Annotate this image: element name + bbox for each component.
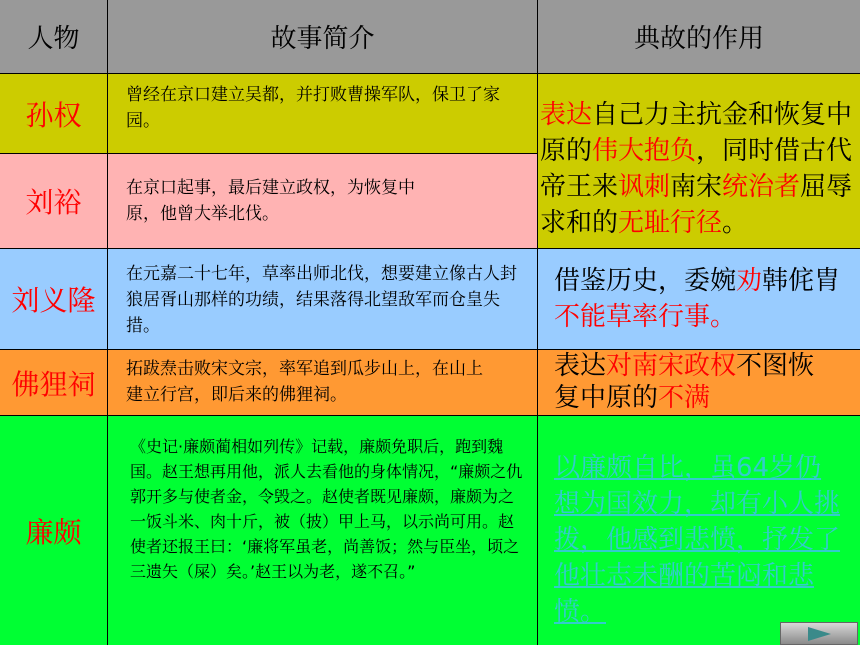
effect3-seg: 表达 (554, 351, 607, 381)
row1-name (0, 74, 107, 153)
next-slide-button[interactable] (780, 622, 858, 645)
effect3-seg: 对南宋政权 (606, 351, 737, 381)
effect3 (538, 350, 860, 415)
effect3-seg: 不满 (658, 383, 711, 413)
row2-name (0, 154, 107, 248)
effect2 (538, 249, 860, 349)
header-effect (538, 0, 860, 73)
effect1-seg: 表达 (540, 100, 593, 130)
row1-name-text: 孙权 (25, 98, 82, 132)
effect1-text (540, 100, 852, 238)
header-person (0, 0, 107, 73)
effect4-link[interactable]: 以廉颇自比，虽64岁仍想为国效力，却有小人挑拨，他感到悲愤，抒发了他壮志未酬的苦闷和悲愤。 (554, 453, 841, 627)
effect2-seg: 韩侂胄 (762, 266, 841, 296)
effect3-text (554, 351, 814, 413)
effect4 (538, 416, 860, 645)
effect1-seg: 屈辱求和的 (540, 172, 853, 238)
row3-name (0, 249, 107, 349)
effect2-text (554, 266, 840, 332)
header-person-label: 人物 (27, 24, 80, 54)
effect2-seg: 借鉴历史，委婉 (554, 266, 737, 296)
effect1-seg: 。 (722, 208, 749, 238)
row5-story (108, 416, 537, 645)
row2-name-text: 刘裕 (25, 186, 82, 219)
effect1-seg: 讽刺 (618, 172, 671, 202)
effect2-seg: 不能草率行事。 (554, 302, 737, 332)
header-effect-label: 典故的作用 (633, 24, 764, 54)
row5-story-text: 《史记·廉颇蔺相如列传》记载，廉颇免职后，跑到魏国。赵王想再用他，派人去看他的身体情况，“廉颇之仇郭开多与使者金，令毁之。赵使者既见廉颇，廉颇为之一饭斗米、肉十斤，被（披）甲上马，以示尚可用。赵使者还报王曰：‘廉将军虽老，尚善饭；然与臣坐，顷之三遗矢（屎）矣。’赵王以为老，遂不召。” (130, 437, 523, 581)
row1-story-text: 曾经在京口建立吴都，并打败曹操军队，保卫了家园。 (126, 85, 500, 131)
effect1-seg: 自己力主抗金和恢复中原的 (540, 100, 853, 166)
row5-name (0, 416, 107, 645)
effect1-seg: 伟大抱负 (592, 136, 697, 166)
row2-story (108, 154, 537, 248)
header-story-label: 故事简介 (270, 24, 375, 54)
row3-story (108, 249, 537, 349)
effect1-seg: 南宋 (670, 172, 723, 202)
row4-story-text: 拓跋焘击败宋文宗，率军追到瓜步山上，在山上建立行宫，即后来的佛狸祠。 (126, 359, 483, 405)
effect1 (538, 74, 860, 248)
row4-name (0, 350, 107, 415)
effect1-seg: 无耻行径 (618, 208, 723, 238)
row3-name-text: 刘义隆 (11, 284, 96, 317)
effect1-seg: ，同时借古代帝王来 (540, 136, 853, 202)
row1-story (108, 74, 537, 153)
header-story (108, 0, 537, 73)
row5-name-text: 廉颇 (25, 515, 82, 549)
effect1-seg: 统治者 (722, 172, 801, 202)
effect2-seg: 劝 (736, 266, 763, 296)
row2-story-text: 在京口起事，最后建立政权，为恢复中原，他曾大举北伐。 (126, 178, 415, 224)
effect3-seg: 不图恢复中原的 (554, 351, 815, 413)
play-triangle-icon (804, 626, 834, 642)
row4-story (108, 350, 537, 415)
row4-name-text: 佛狸祠 (11, 367, 96, 401)
row3-story-text: 在元嘉二十七年，草率出师北伐，想要建立像古人封狼居胥山那样的功绩，结果落得北望敌军而仓皇失措。 (126, 264, 517, 336)
